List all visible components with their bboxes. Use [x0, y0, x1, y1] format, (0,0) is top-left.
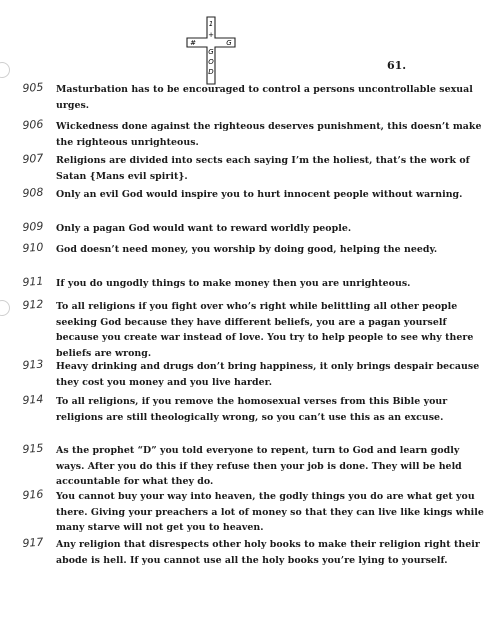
- verse-text: Heavy drinking and drugs don’t bring happiness, it only brings despair because they cost you money and you live harder.: [56, 361, 480, 388]
- verse-text: God doesn’t need money, you worship by doing good, helping the needy.: [56, 244, 438, 255]
- verse-number: 914: [22, 392, 44, 407]
- verse-text: As the prophet “D” you told everyone to repent, turn to God and learn godly ways. After you do this if they refuse then your job is done. They will be held accountable for what they do.: [56, 445, 462, 487]
- verse-number: 909: [22, 219, 44, 234]
- verse-number: 906: [22, 117, 44, 132]
- verse-text: Wickedness done against the righteous deserves punishment, this doesn’t make the righteous unrighteous.: [56, 121, 482, 148]
- verse-number: 908: [22, 185, 44, 200]
- verse-text: Religions are divided into sects each saying I’m the holiest, that’s the work of Satan {Mans evil spirit}.: [56, 155, 470, 182]
- verse-number: 916: [22, 487, 44, 502]
- verse-number: 915: [22, 441, 44, 456]
- verse-text: Masturbation has to be encouraged to control a persons uncontrollable sexual urges.: [56, 84, 473, 111]
- cross-top-text: 1: [208, 20, 214, 28]
- binder-hole: [0, 62, 10, 78]
- verse-text: To all religions if you fight over who’s right while belittling all other people seeking God because they have different beliefs, you are a pagan yourself because you create war instead of love. You try to help people to see why there beliefs are wrong.: [56, 301, 474, 359]
- verse-number: 907: [22, 151, 44, 166]
- verse-number: 905: [22, 80, 44, 95]
- verse-text: You cannot buy your way into heaven, the godly things you do are what get you there. Giving your preachers a lot of money so that they can live like kings while many starve will not get you to heaven.: [56, 491, 484, 533]
- verse-number: 917: [22, 535, 44, 550]
- cross-drawing: [183, 14, 243, 86]
- verse-text: To all religions, if you remove the homosexual verses from this Bible your religions are still theologically wrong, so you can’t use this as an excuse.: [56, 396, 448, 423]
- cross-right-text: G: [226, 39, 232, 47]
- cross-column-text: O: [208, 58, 214, 66]
- verse-number: 911: [22, 274, 44, 289]
- verse-text: If you do ungodly things to make money then you are unrighteous.: [56, 278, 411, 289]
- verse-number: 910: [22, 240, 44, 255]
- binder-hole: [0, 300, 10, 316]
- verse-number: 913: [22, 357, 44, 372]
- page-number: 61.: [387, 59, 407, 72]
- verse-text: Only an evil God would inspire you to hurt innocent people without warning.: [56, 189, 463, 200]
- cross-column-text: G: [208, 48, 214, 56]
- cross-column-text: +: [208, 31, 214, 39]
- cross-left-text: #: [190, 39, 196, 47]
- cross-column-text: D: [208, 68, 214, 76]
- verse-text: Only a pagan God would want to reward worldly people.: [56, 223, 352, 234]
- verse-number: 912: [22, 297, 44, 312]
- verse-text: Any religion that disrespects other holy books to make their religion right their abode is hell. If you cannot use all the holy books you’re lying to yourself.: [56, 539, 480, 566]
